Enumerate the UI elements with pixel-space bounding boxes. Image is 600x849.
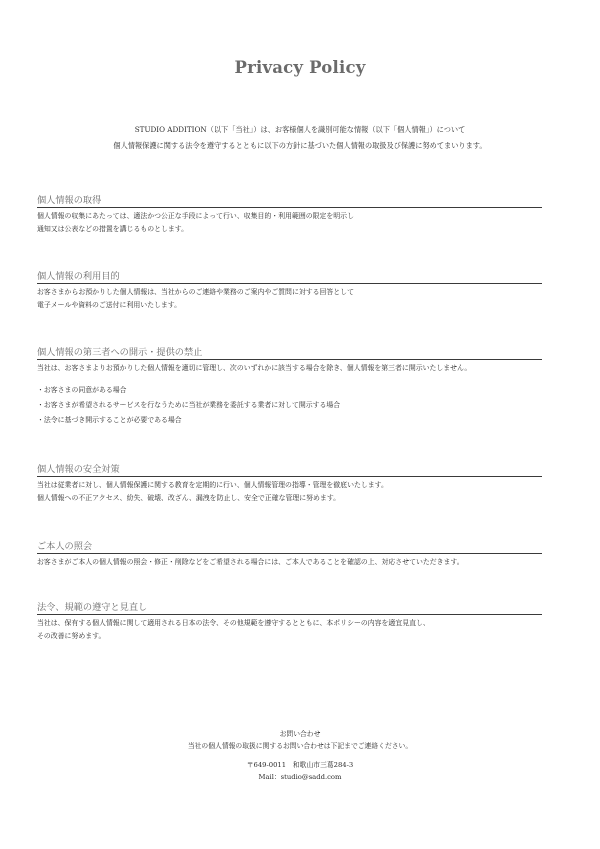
section-heading: 個人情報の安全対策 xyxy=(37,464,120,475)
contact-footer xyxy=(0,728,600,783)
contact-title: お問い合わせ xyxy=(279,730,321,738)
section-line: 個人情報への不正アクセス、紛失、破壊、改ざん、漏洩を防止し、安全で正確な管理に努めます。 xyxy=(37,494,341,502)
page-title: Privacy Policy xyxy=(234,58,366,77)
section-heading: ご本人の照会 xyxy=(37,541,93,552)
list-item: ・法令に基づき開示することが必要である場合 xyxy=(37,416,182,424)
section-divider xyxy=(37,207,542,208)
section-purpose xyxy=(37,271,542,312)
section-line: お客さまからお預かりした個人情報は、当社からのご連絡や業務のご案内やご質問に対する回答として xyxy=(37,288,354,296)
section-divider xyxy=(37,476,542,477)
intro-line: STUDIO ADDITION（以下「当社」）は、お客様個人を識別可能な情報（以下「個人情報」）について xyxy=(134,125,466,134)
section-body xyxy=(37,617,542,643)
section-line: お客さまがご本人の個人情報の照会・修正・削除などをご希望される場合には、ご本人であることを確認の上、対応させていただきます。 xyxy=(37,558,464,566)
contact-note: 当社の個人情報の取扱に関するお問い合わせは下記までご連絡ください。 xyxy=(187,742,413,750)
section-inquiry xyxy=(37,541,542,569)
section-line: 個人情報の収集にあたっては、適法かつ公正な手段によって行い、収集目的・利用範囲の限定を明示し xyxy=(37,212,354,220)
section-line: 当社は、お客さまよりお預かりした個人情報を適切に管理し、次のいずれかに該当する場合を除き、個人情報を第三者に開示いたしません。 xyxy=(37,364,472,372)
section-body xyxy=(37,362,542,375)
section-body xyxy=(37,479,542,505)
section-compliance xyxy=(37,602,542,643)
section-security xyxy=(37,464,542,505)
section-line: 当社は、保有する個人情報に関して適用される日本の法令、その他規範を遵守するとともに、本ポリシーの内容を適宜見直し、 xyxy=(37,619,430,627)
section-heading: 個人情報の利用目的 xyxy=(37,271,120,282)
section-heading: 個人情報の第三者への開示・提供の禁止 xyxy=(37,347,203,358)
bullet-list xyxy=(37,383,542,428)
section-line: 電子メールや資料のご送付に利用いたします。 xyxy=(37,301,182,309)
list-item: ・お客さまの同意がある場合 xyxy=(37,386,127,394)
section-heading: 個人情報の取得 xyxy=(37,195,102,206)
section-body xyxy=(37,556,542,569)
section-acquisition xyxy=(37,195,542,236)
list-item: ・お客さまが希望されるサービスを行なうために当社が業務を委託する業者に対して開示する場合 xyxy=(37,401,341,409)
contact-mail: Mail：studio@sadd.com xyxy=(258,773,342,781)
section-divider xyxy=(37,283,542,284)
section-divider xyxy=(37,553,542,554)
intro-paragraph xyxy=(30,122,570,154)
intro-line: 個人情報保護に関する法令を遵守するとともに以下の方針に基づいた個人情報の取扱及び保護に努めてまいります。 xyxy=(113,141,487,150)
section-body xyxy=(37,210,542,236)
section-line: 通知又は公表などの措置を講じるものとします。 xyxy=(37,225,189,233)
section-divider xyxy=(37,614,542,615)
section-line: その改善に努めます。 xyxy=(37,632,106,640)
section-line: 当社は従業者に対し、個人情報保護に関する教育を定期的に行い、個人情報管理の指導・管理を徹底いたします。 xyxy=(37,481,388,489)
section-body xyxy=(37,286,542,312)
section-heading: 法令、規範の遵守と見直し xyxy=(37,602,148,613)
section-divider xyxy=(37,359,542,360)
section-disclosure xyxy=(37,347,542,428)
contact-address: 〒649-0011 和歌山市三葛284-3 xyxy=(246,761,354,769)
